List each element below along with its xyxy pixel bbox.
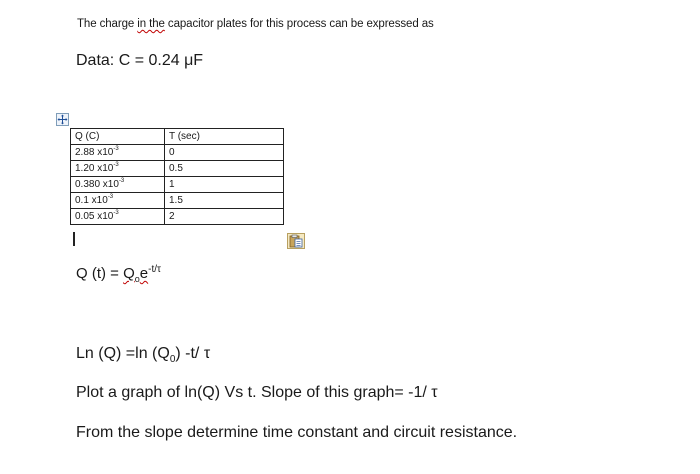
table-row <box>71 209 284 225</box>
formula-exponent: -t/τ <box>148 264 161 275</box>
formula-q: Q <box>123 265 135 282</box>
q-mantissa: 0.05 x10 <box>75 211 114 222</box>
q-exponent: -3 <box>113 146 119 152</box>
formula-e: e <box>139 265 149 282</box>
cell-q[interactable] <box>71 193 165 209</box>
intro-after: capacitor plates for this process can be expressed as <box>164 18 434 30</box>
formula-lhs: Q (t) = <box>76 265 124 282</box>
cell-t[interactable]: 0 <box>165 145 284 161</box>
q-mantissa: 1.20 x10 <box>75 163 114 174</box>
cell-t[interactable]: 2 <box>165 209 284 225</box>
q-exponent: -3 <box>107 194 114 200</box>
intro-before: The charge <box>77 18 138 30</box>
cell-t[interactable]: 1 <box>165 177 284 193</box>
intro-flagged-text: in the <box>137 18 165 30</box>
ln-sub: 0 <box>169 354 176 366</box>
formula-q0e <box>123 265 148 282</box>
header-t[interactable]: T (sec) <box>165 129 284 145</box>
table-row <box>71 177 284 193</box>
cell-t[interactable]: 0.5 <box>165 161 284 177</box>
q-exponent: -3 <box>113 162 119 168</box>
table-row <box>71 193 284 209</box>
intro-text <box>77 18 434 30</box>
q-mantissa: 2.88 x10 <box>75 147 114 158</box>
ln-equation <box>76 345 210 365</box>
data-line: Data: C = 0.24 μF <box>76 52 204 69</box>
clipboard-paste-icon[interactable] <box>287 233 305 249</box>
q-mantissa: 0.1 x10 <box>75 195 108 206</box>
table-row <box>71 145 284 161</box>
formula-sub: o <box>134 274 140 284</box>
q-exponent: -3 <box>118 178 125 184</box>
cell-q[interactable] <box>71 145 165 161</box>
cell-t[interactable]: 1.5 <box>165 193 284 209</box>
header-q[interactable]: Q (C) <box>71 129 165 145</box>
cell-q[interactable] <box>71 209 165 225</box>
table-row <box>71 161 284 177</box>
table-move-handle-icon[interactable] <box>56 113 69 126</box>
cell-q[interactable] <box>71 161 165 177</box>
slope-instruction: From the slope determine time constant and circuit resistance. <box>76 424 518 441</box>
table-header-row <box>71 129 284 145</box>
ln-part1: Ln (Q) =ln (Q <box>76 345 170 362</box>
cell-q[interactable] <box>71 177 165 193</box>
q-mantissa: 0.380 x10 <box>75 179 119 190</box>
charge-time-table <box>70 128 284 225</box>
ln-part2: ) -t/ τ <box>175 345 211 362</box>
charge-formula <box>76 264 161 284</box>
plot-instruction: Plot a graph of ln(Q) Vs t. Slope of this graph= -1/ τ <box>76 384 438 401</box>
q-exponent: -3 <box>113 210 119 216</box>
text-cursor <box>73 232 75 246</box>
